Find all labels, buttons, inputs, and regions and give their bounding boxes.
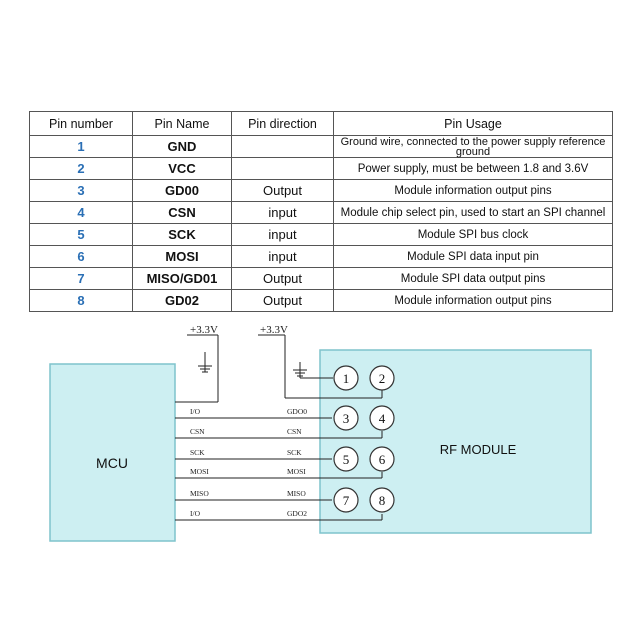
pin-4-label: 4 [378, 411, 386, 426]
module-signal-label: SCK [287, 448, 302, 457]
table-row [30, 136, 613, 158]
mcu-signal-label: MOSI [190, 467, 209, 476]
table-row [30, 268, 613, 290]
pin-number: 6 [30, 246, 133, 268]
mcu-signal-label: MISO [190, 489, 209, 498]
pin-number: 2 [30, 158, 133, 180]
pin-3-label: 3 [342, 411, 350, 426]
pin-direction: Output [232, 268, 334, 290]
table-row [30, 290, 613, 312]
pin-table [29, 111, 613, 312]
mcu-signal-label: I/O [190, 407, 200, 416]
pin-direction [232, 158, 334, 180]
pin-number: 7 [30, 268, 133, 290]
pin-name: GD02 [133, 290, 232, 312]
pin-number: 8 [30, 290, 133, 312]
pin-2 [370, 366, 394, 390]
pin-name: SCK [133, 224, 232, 246]
pin-8-label: 8 [378, 493, 386, 508]
pin-direction: input [232, 202, 334, 224]
module-signal-label: GDO0 [287, 407, 307, 416]
pin-number: 4 [30, 202, 133, 224]
pin-5-label: 5 [342, 452, 350, 467]
pin-name: VCC [133, 158, 232, 180]
pin-name: MOSI [133, 246, 232, 268]
pin-usage: Module chip select pin, used to start an SPI channel [334, 202, 613, 224]
module-signal-label: MISO [287, 489, 306, 498]
pin-usage: Module information output pins [334, 180, 613, 202]
pin-6-label: 6 [378, 452, 386, 467]
mcu-label: MCU [96, 455, 128, 471]
pin-6 [370, 447, 394, 471]
mcu-signal-label: CSN [190, 427, 205, 436]
supply-label-right: +3.3V [260, 324, 288, 336]
wiring-diagram [0, 318, 640, 550]
pin-8 [370, 488, 394, 512]
pin-number: 5 [30, 224, 133, 246]
module-signal-label: GDO2 [287, 509, 307, 518]
pin-5 [334, 447, 358, 471]
pin-7-label: 7 [342, 493, 350, 508]
pin-direction: input [232, 246, 334, 268]
pin-4 [370, 406, 394, 430]
pin-name: GD00 [133, 180, 232, 202]
pin-1-label: 1 [342, 371, 350, 386]
pin-number: 3 [30, 180, 133, 202]
table-row [30, 246, 613, 268]
table-row [30, 158, 613, 180]
ground-icon [198, 352, 212, 372]
pin-7 [334, 488, 358, 512]
pin-name: CSN [133, 202, 232, 224]
pin-name: GND [133, 136, 232, 158]
pin-direction: Output [232, 290, 334, 312]
pin-usage: Module SPI bus clock [334, 224, 613, 246]
pin-usage: Power supply, must be between 1.8 and 3.6V [334, 158, 613, 180]
table-row [30, 224, 613, 246]
header-pin-number: Pin number [30, 112, 133, 136]
table-header-row [30, 112, 613, 136]
table-row [30, 202, 613, 224]
mcu-box [50, 364, 175, 541]
header-pin-usage: Pin Usage [334, 112, 613, 136]
pin-direction [232, 136, 334, 158]
header-pin-direction: Pin direction [232, 112, 334, 136]
module-signal-label: CSN [287, 427, 302, 436]
supply-label-left: +3.3V [190, 324, 218, 336]
pin-usage: Module SPI data input pin [334, 246, 613, 268]
pin-3 [334, 406, 358, 430]
mcu-signal-label: I/O [190, 509, 200, 518]
mcu-signal-label: SCK [190, 448, 205, 457]
module-signal-label: MOSI [287, 467, 306, 476]
header-pin-name: Pin Name [133, 112, 232, 136]
pin-direction: input [232, 224, 334, 246]
pin-2-label: 2 [378, 371, 386, 386]
pin-1 [334, 366, 358, 390]
pin-usage: Module information output pins [334, 290, 613, 312]
pin-name: MISO/GD01 [133, 268, 232, 290]
pin-usage: Ground wire, connected to the power supply reference ground [334, 136, 613, 158]
rf-module-label: RF MODULE [439, 442, 517, 457]
pin-direction: Output [232, 180, 334, 202]
table-row [30, 180, 613, 202]
pin-number: 1 [30, 136, 133, 158]
pin-usage: Module SPI data output pins [334, 268, 613, 290]
